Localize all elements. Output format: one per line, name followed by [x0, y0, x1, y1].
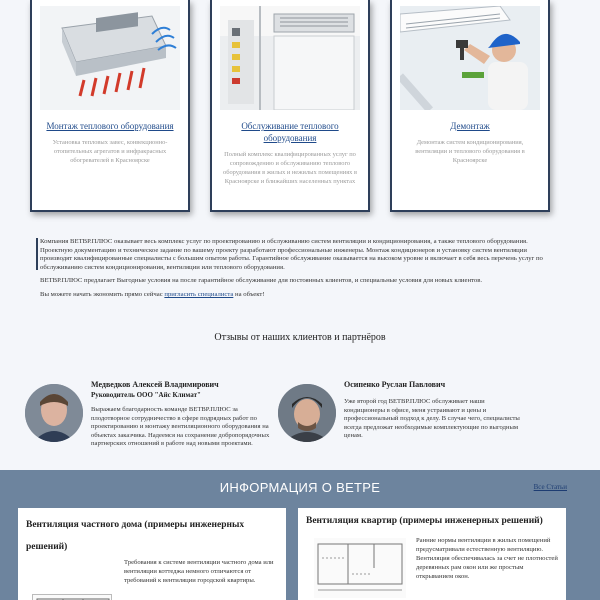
avatar — [25, 384, 83, 442]
about-paragraph: Компания ВЕТВР.ПЛЮС оказывает весь комплекс услуг по проектированию и обслуживанию систем вентиляции и кондиционирования, а также теплового оборудования. Проектную документацию и техническое задание по вашему проекту разработают профессиональные инженеры. Монтаж кондиционеров и установку систем вентиляции производят квалифицированные специалисты с большим опытом работы. Гарантийное обслуживание оказывается на высоком уровне и включает в себя весь перечень услуг по обслуживанию систем кондиционирования, вентиляции или теплового оборудования. — [40, 238, 543, 271]
invite-specialist-link[interactable]: пригласить специалиста — [164, 290, 234, 298]
service-description: Установка тепловых завес, конвекционно-отопительных агрегатов и инфракрасных обогревателей в Красноярске — [52, 139, 168, 164]
reviewer-name: Медведков Алексей Владимирович — [91, 380, 219, 389]
service-description: Демонтаж систем кондиционирования, вентиляции и теплового оборудования в Красноярске — [415, 139, 525, 164]
article-text: Требования к системе вентиляции частного дома или вентиляции коттеджа немного отличаются от требований к вентиляции городской квартиры. — [124, 559, 274, 584]
info-section — [0, 470, 600, 600]
service-card-dismantling[interactable] — [390, 0, 550, 212]
reviewer-name: Осипенко Руслан Павлович — [344, 380, 446, 389]
article-title[interactable]: Вентиляция частного дома (примеры инженерных решений) — [26, 520, 245, 552]
services-section — [0, 0, 600, 225]
apartment-plan-image — [314, 538, 406, 598]
article-title[interactable]: Вентиляция квартир (примеры инженерных решений) — [306, 516, 543, 526]
avatar — [278, 384, 336, 442]
service-title[interactable]: Монтаж теплового оборудования — [46, 121, 174, 131]
technician-image — [400, 6, 540, 110]
review-card — [25, 380, 290, 470]
service-title[interactable]: Обслуживание теплового оборудования — [241, 121, 339, 143]
air-curtain-image — [220, 6, 360, 110]
article-text: Ранние нормы вентиляции в жилых помещений предусматривали естественную вентиляцию. Вентиляция обеспечивалась за счет не плотностей деревянных рам окон или же простым открыванием окон. — [416, 537, 558, 580]
about-paragraph: ВЕТВР.ПЛЮС предлагает Выгодные условия на после гарантийное обслуживание для постоянных клиентов, и специальные условия для новых клиентов. — [40, 277, 483, 285]
review-card — [278, 380, 543, 470]
about-section — [40, 238, 560, 318]
review-text: Выражаем благодарность команде ВЕТВР.ПЛЮС за плодотворное сотрудничество в сфере подрядных работ по проектированию и монтажу вентиляционного оборудования на объектах заказчика. Надеемся на сохранение добропорядочных партнерских отношений в работе над новыми проектами. — [91, 406, 270, 448]
service-title[interactable]: Демонтаж — [450, 121, 490, 131]
article-card[interactable] — [298, 508, 566, 600]
reviewer-company: Руководитель ООО "Айс Климат" — [91, 391, 201, 399]
service-description: Полный комплекс квалифицированных услуг по сопровождению и обслуживанию теплового оборудования в жилых и нежилых помещениях в Красноярске и ближайших населенных пунктах — [223, 151, 357, 185]
service-card-mounting[interactable] — [30, 0, 190, 212]
about-cta: Вы можете начать экономить прямо сейчас пригласить специалиста на объект! — [40, 290, 265, 298]
all-articles-link[interactable]: Все Статьи — [533, 483, 567, 491]
article-card[interactable] — [18, 508, 286, 600]
service-card-maintenance[interactable] — [210, 0, 370, 212]
info-heading: ИНФОРМАЦИЯ О ВЕТРЕ — [219, 480, 381, 495]
review-text: Уже второй год ВЕТВР.ПЛЮС обслуживает наши кондиционеры в офисе, меня устраивают и цены и профессиональный подход к делу. В случае чего, специалисты всегда предложат необходимые комплектующие по выгодным ценам. — [344, 398, 520, 440]
heater-image — [40, 6, 180, 110]
accent-bar — [36, 238, 38, 270]
reviews-title: Отзывы от наших клиентов и партнёров — [214, 332, 386, 343]
floor-plan-image — [32, 594, 112, 600]
